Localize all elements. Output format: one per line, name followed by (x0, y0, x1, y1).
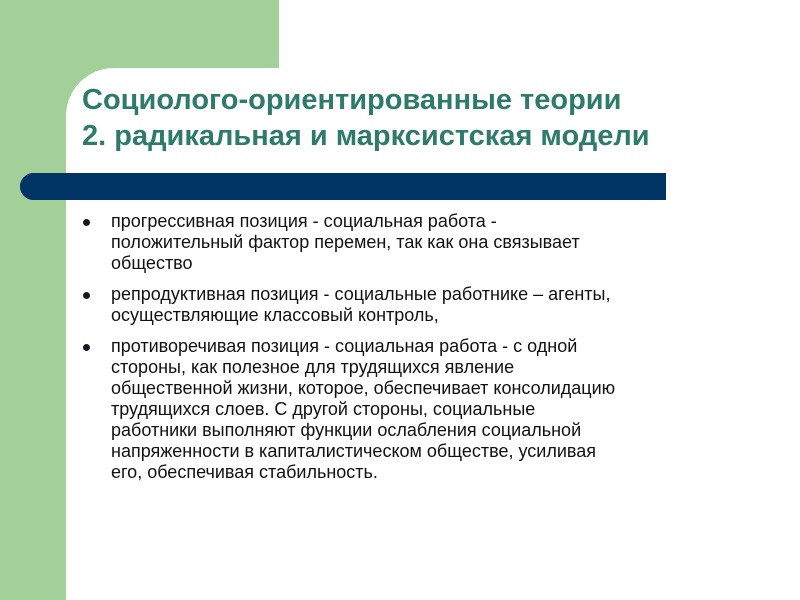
bullet-text-line: его, обеспечивая стабильность. (111, 462, 378, 482)
bullet-text-line: репродуктивная позиция - социальные работнике – агенты, (111, 284, 611, 304)
bullet-dot-icon (83, 219, 90, 226)
bullet-dot-icon (83, 344, 90, 351)
bullet-text-line: общественной жизни, которое, обеспечивает консолидацию (111, 378, 616, 398)
slide-title (82, 82, 650, 154)
bullet-text-line: стороны, как полезное для трудящихся явление (111, 357, 515, 377)
bullet-list (80, 211, 750, 493)
bullet-text-line: противоречивая позиция - социальная работа - с одной (111, 336, 578, 356)
bullet-item-reproductive (80, 284, 750, 326)
slide-title-line-2: 2. радикальная и марксистская модели (82, 120, 650, 152)
divider-bar-end (20, 173, 54, 200)
bullet-dot-icon (83, 292, 90, 299)
bullet-text-line: положительный фактор перемен, так как она связывает (111, 232, 580, 252)
bullet-item-progressive (80, 211, 750, 274)
bullet-text-line: трудящихся слоев. С другой стороны, социальные (111, 399, 536, 419)
bullet-text-line: осуществляющие классовый контроль, (111, 305, 439, 325)
bullet-text-line: работники выполняют функции ослабления социальной (111, 420, 582, 440)
bullet-item-contradictory (80, 336, 750, 483)
bullet-text-line: прогрессивная позиция - социальная работа - (111, 211, 497, 231)
bullet-text-line: напряженности в капиталистическом обществе, усиливая (111, 441, 596, 461)
divider-bar (20, 173, 666, 200)
bullet-text-line: общество (111, 253, 193, 273)
slide-title-line-1: Социолого-ориентированные теории (82, 84, 622, 116)
